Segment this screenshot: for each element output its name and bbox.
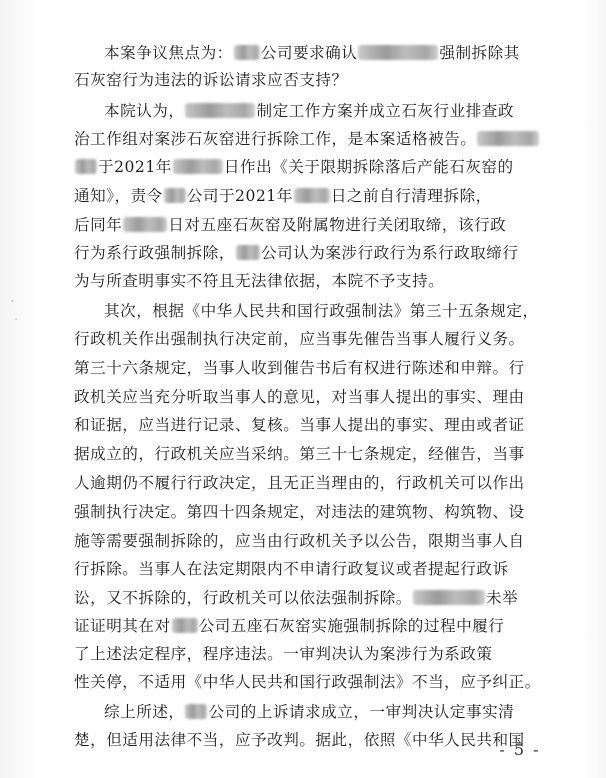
redacted-text (477, 131, 539, 146)
text-segment: 行拆除。当事人在法定期限内不申请行政复议或者提起行政诉 (74, 560, 509, 578)
redacted-text (185, 103, 255, 118)
text-segment: 公司五座石灰窑实施强制拆除的过程中履行 (198, 617, 505, 635)
text-segment: 未举 (485, 589, 519, 607)
text-segment: 行政机关作出强制执行决定前，应当事先催告当事人履行义务。 (74, 330, 525, 348)
text-line (104, 40, 554, 66)
text-line (104, 298, 554, 324)
text-line (74, 556, 554, 582)
text-line (74, 528, 554, 554)
text-segment: 后同年 (74, 216, 123, 234)
text-segment: 制定工作方案并成立石灰行业排查政 (256, 102, 514, 120)
text-segment: 性关停，不适用《中华人民共和国行政强制法》不当，应予纠正。 (74, 673, 541, 691)
text-segment: 综上所述， (104, 703, 185, 721)
text-line (74, 727, 554, 753)
text-segment: 楚，但适用法律不当，应予改判。据此，依照《中华人民共和国 (74, 731, 525, 749)
text-segment: 日对五座石灰窑及附属物进行关闭取缔，该行政 (168, 216, 507, 234)
text-segment: 强制拆除其 (439, 44, 520, 62)
text-line (74, 412, 554, 438)
redacted-text (294, 188, 330, 203)
text-segment: 为与所查明事实不符且无法律依据，本院不予支持。 (74, 272, 445, 290)
text-segment: 于2021年 (98, 158, 172, 176)
text-line (74, 470, 554, 496)
text-segment: 证证明其在对 (74, 617, 171, 635)
redacted-text (358, 45, 438, 60)
text-segment: 其次，根据《中华人民共和国行政强制法》第三十五条规定， (104, 302, 539, 320)
text-line (74, 126, 554, 152)
text-segment: 第三十六条规定，当事人收到催告书后有权进行陈述和申辩。行 (74, 359, 525, 377)
text-line (74, 268, 554, 294)
text-segment: 和证据，应当进行记录、复核。当事人提出的事实、理由或者证 (74, 416, 525, 434)
text-line (74, 212, 554, 238)
text-segment: 讼，又不拆除的，行政机关可以依法强制拆除。 (74, 589, 412, 607)
text-segment: 公司的上诉请求成立，一审判决认定事实清 (208, 703, 515, 721)
text-line (74, 499, 554, 525)
redacted-text (413, 590, 485, 605)
page-number: - 5 - (499, 740, 541, 759)
redacted-text (123, 217, 167, 232)
text-segment: 政机关应当充分听取当事人的意见，对当事人提出的事实、理由 (74, 388, 525, 406)
text-line (74, 355, 554, 381)
redacted-text (173, 159, 223, 174)
text-line (74, 641, 554, 667)
redacted-text (236, 245, 260, 260)
paper-speck (15, 318, 17, 320)
text-segment: 人逾期仍不履行行政决定，且无正当理由的，行政机关可以作出 (74, 474, 525, 492)
redacted-text (164, 188, 186, 203)
redacted-text (172, 618, 198, 633)
text-segment: 了上述法定程序，程序违法。一审判决认为案涉行为系政策 (74, 645, 493, 663)
text-segment: 行为系行政强制拆除， (74, 244, 235, 262)
text-segment: 日作出《关于限期拆除落后产能石灰窑的 (223, 158, 514, 176)
paper-speck (11, 300, 14, 302)
text-segment: 施等需要强制拆除的，应当由行政机关予以公告，限期当事人自 (74, 532, 525, 550)
text-line (74, 240, 554, 266)
text-segment: 日之前自行清理拆除， (330, 187, 492, 205)
text-line (74, 669, 554, 695)
text-line (74, 585, 554, 611)
text-line (74, 384, 554, 410)
text-segment: 本案争议焦点为： (104, 44, 233, 62)
text-segment: 公司认为案涉行政行为系行政取缔行 (260, 244, 519, 262)
text-segment: 公司于2021年 (186, 187, 293, 205)
text-segment: 强制执行决定。第四十四条规定，对违法的建筑物、构筑物、设 (74, 503, 525, 521)
text-segment: 公司要求确认 (260, 44, 358, 62)
text-line (74, 326, 554, 352)
text-segment: 据成立的，行政机关应当采纳。第三十七条规定，经催告，当事 (74, 445, 525, 463)
text-line (104, 699, 554, 725)
text-line (74, 183, 554, 209)
text-line (74, 154, 554, 180)
redacted-text (185, 704, 207, 719)
text-line (74, 67, 554, 93)
text-segment: 石灰窑行为违法的诉讼请求应否支持？ (74, 71, 348, 89)
text-line (74, 613, 554, 639)
text-segment: 通知》，责令 (74, 187, 163, 205)
redacted-text (75, 159, 97, 174)
redacted-text (234, 45, 260, 60)
text-segment: 本院认为， (104, 102, 185, 120)
text-line (104, 98, 554, 124)
text-segment: 治工作组对案涉石灰窑进行拆除工作，是本案适格被告。 (74, 130, 477, 148)
text-line (74, 441, 554, 467)
